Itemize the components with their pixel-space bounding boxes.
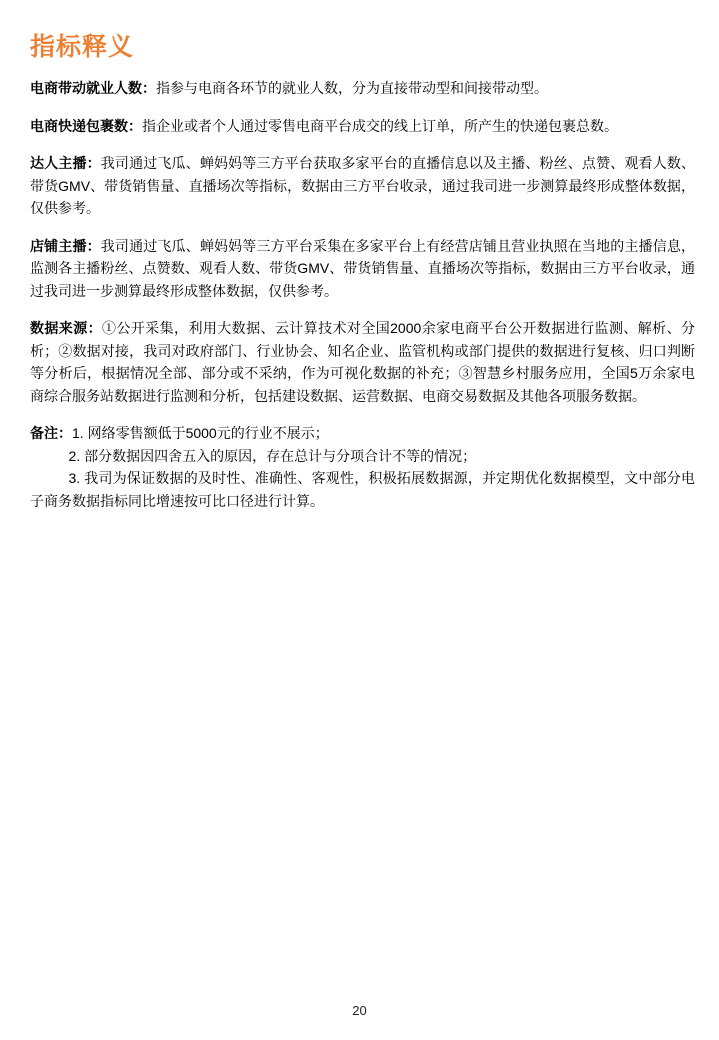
definition-paragraph — [30, 317, 695, 407]
definition-paragraph — [30, 235, 695, 303]
page-number: 20 — [352, 1003, 367, 1018]
note-line — [30, 422, 695, 445]
definition-term: 电商快递包裹数： — [30, 117, 142, 134]
definition-term: 达人主播： — [30, 155, 101, 171]
definition-paragraph — [30, 152, 695, 220]
page-title: 指标释义 — [30, 33, 135, 61]
definition-text: 我司通过飞瓜、蝉妈妈等三方平台获取多家平台的直播信息以及主播、粉丝、点赞、观看人数、带货GMV、带货销售量、直播场次等指标，数据由三方平台收录，通过我司进一步测算最终形成整体数据，仅供参考。 — [30, 155, 696, 216]
definition-term: 电商带动就业人数： — [30, 80, 156, 96]
notes-label: 备注： — [30, 425, 72, 441]
note-line: 2. 部分数据因四舍五入的原因，存在总计与分项合计不等的情况； — [68, 447, 477, 464]
note-text: 1. 网络零售额低于5000元的行业不展示； — [72, 425, 329, 441]
definition-paragraph — [30, 77, 695, 100]
definition-text: ①公开采集，利用大数据、云计算技术对全国2000余家电商平台公开数据进行监测、解析、分析；②数据对接，我司对政府部门、行业协会、知名企业、监管机构或部门提供的数据进行复核、归口判断等分析后，根据情况全部、部分或不采纳，作为可视化数据的补充；③智慧乡村服务应用，全国5万余家电商综合服务站数据进行监测和分析，包括建设数据、运营数据、电商交易数据及其他各项服务数据。 — [30, 320, 695, 404]
definition-paragraph — [30, 115, 695, 138]
notes-section — [30, 422, 695, 512]
note-line: 3. 我司为保证数据的及时性、准确性、客观性，积极拓展数据源，并定期优化数据模型，文中部分电子商务数据指标同比增速按可比口径进行计算。 — [30, 470, 695, 509]
definition-text: 指参与电商各环节的就业人数，分为直接带动型和间接带动型。 — [156, 80, 548, 96]
definition-term: 店铺主播： — [30, 237, 101, 254]
content-area — [30, 30, 695, 512]
definition-term: 数据来源： — [30, 320, 103, 336]
definition-text: 我司通过飞瓜、蝉妈妈等三方平台采集在多家平台上有经营店铺且营业执照在当地的主播信息，监测各主播粉丝、点赞数、观看人数、带货GMV、带货销售量、直播场次等指标，数据由三方平台收录，通过我司进一步测算最终形成整体数据，仅供参考。 — [30, 237, 696, 299]
definition-text: 指企业或者个人通过零售电商平台成交的线上订单，所产生的快递包裹总数。 — [142, 117, 618, 134]
